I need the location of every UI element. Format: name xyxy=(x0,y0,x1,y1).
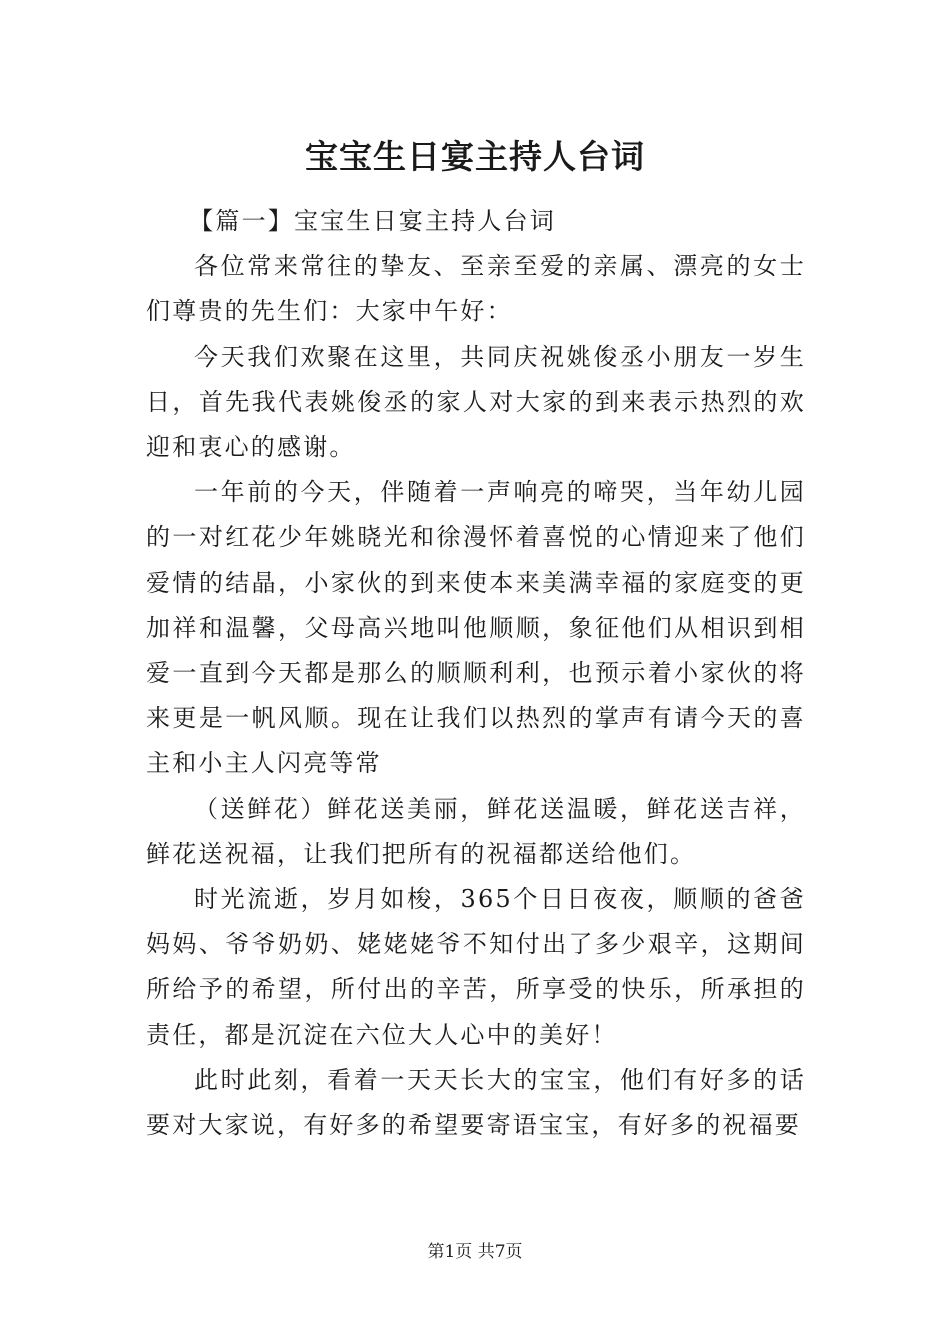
page-footer: 第1页 共7页 xyxy=(427,1242,523,1262)
paragraph-greeting: 各位常来常往的挚友、至亲至爱的亲属、漂亮的女士们尊贵的先生们：大家中午好： xyxy=(146,252,806,326)
section-heading: 【篇一】宝宝生日宴主持人台词 xyxy=(189,207,556,235)
paragraph-welcome: 今天我们欢聚在这里，共同庆祝姚俊丞小朋友一岁生日，首先我代表姚俊丞的家人对大家的到来表示热烈的欢迎和衷心的感谢。 xyxy=(146,342,806,462)
paragraph-moment: 此时此刻，看着一天天长大的宝宝，他们有好多的话要对大家说，有好多的希望要寄语宝宝，有好多的祝福要 xyxy=(146,1065,806,1140)
paragraph-history: 一年前的今天，伴随着一声响亮的啼哭，当年幼儿园的一对红花少年姚晓光和徐漫怀着喜悦的心情迎来了他们爱情的结晶，小家伙的到来使本来美满幸福的家庭变的更加祥和温馨，父母高兴地叫他顺顺，象征他们从相识到相爱一直到今天都是那么的顺顺利利，也预示着小家伙的将来更是一帆风顺。现在让我们以热烈的掌声有请今天的喜主和小主人闪亮等常 xyxy=(146,478,806,778)
document-body xyxy=(146,199,806,1148)
document-title: 宝宝生日宴主持人台词 xyxy=(305,137,645,176)
paragraph-flowers: （送鲜花）鲜花送美丽，鲜花送温暖，鲜花送吉祥，鲜花送祝福，让我们把所有的祝福都送给他们。 xyxy=(146,794,806,868)
paragraph-time: 时光流逝，岁月如梭，365个日日夜夜，顺顺的爸爸妈妈、爷爷奶奶、姥姥姥爷不知付出了多少艰辛，这期间所给予的希望，所付出的辛苦，所享受的快乐，所承担的责任，都是沉淀在六位大人心中的美好！ xyxy=(146,885,806,1049)
